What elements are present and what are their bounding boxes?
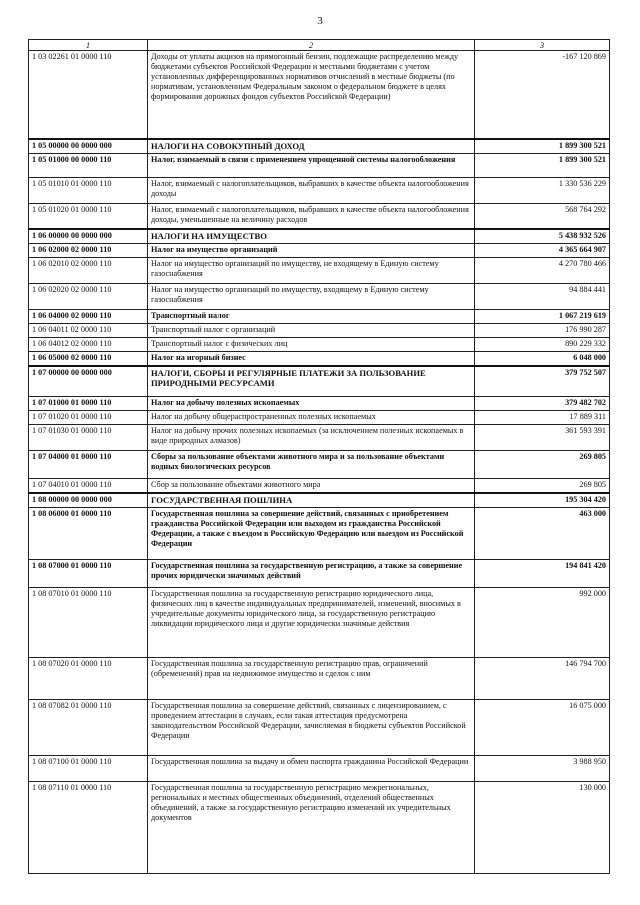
row-amount: 176 990 287 [475, 324, 610, 338]
table-row [29, 755, 610, 781]
row-name: Государственная пошлина за государственную регистрацию межрегиональных, региональных и местных общественных объединений, отделений общественных объединений, а также за государственную регистрацию изменений их учредительных документов [148, 781, 475, 873]
row-amount: 1 899 300 521 [475, 139, 610, 154]
row-code: 1 07 01000 01 0000 110 [29, 396, 148, 410]
row-name: Налог на имущество организаций по имуществу, входящему в Единую систему газоснабжения [148, 284, 475, 310]
table-row [29, 324, 610, 338]
table-row [29, 203, 610, 229]
row-name: Транспортный налог [148, 310, 475, 324]
row-code: 1 07 04000 01 0000 110 [29, 450, 148, 478]
row-code: 1 07 01020 01 0000 110 [29, 410, 148, 424]
table-row [29, 424, 610, 450]
table-row [29, 284, 610, 310]
table-row [29, 410, 610, 424]
row-amount: 16 075 000 [475, 699, 610, 755]
row-amount: 463 000 [475, 507, 610, 559]
row-name: Государственная пошлина за государственную регистрацию прав, ограничений (обременений) прав на недвижимое имущество и сделок с ним [148, 657, 475, 699]
row-code: 1 05 01010 01 0000 110 [29, 177, 148, 203]
table-row [29, 258, 610, 284]
row-amount: 3 988 950 [475, 755, 610, 781]
row-code: 1 07 04010 01 0000 110 [29, 478, 148, 493]
row-name: Налог, взимаемый с налогоплательщиков, выбравших в качестве объекта налогообложения доходы, уменьшенные на величину расходов [148, 203, 475, 229]
row-code: 1 08 07110 01 0000 110 [29, 781, 148, 873]
table-row [29, 699, 610, 755]
row-name: НАЛОГИ НА ИМУЩЕСТВО [148, 229, 475, 244]
row-amount: 195 304 420 [475, 493, 610, 508]
row-name: Налог на имущество организаций [148, 244, 475, 258]
row-name: ГОСУДАРСТВЕННАЯ ПОШЛИНА [148, 493, 475, 508]
table-row [29, 310, 610, 324]
row-amount: 1 067 219 619 [475, 310, 610, 324]
row-name: Транспортный налог с организаций [148, 324, 475, 338]
table-row [29, 493, 610, 508]
row-code: 1 06 05000 02 0000 110 [29, 352, 148, 367]
row-name: Государственная пошлина за государственную регистрацию юридического лица, физических лиц в качестве индивидуальных предпринимателей, изменений, вносимых в учредительные документы юридического лица, за государственную регистрацию ликвидации юридического лица и другие юридически значимые действия [148, 587, 475, 657]
row-name: Государственная пошлина за совершение действий, связанных с лицензированием, с проведением аттестации в случаях, если такая аттестация предусмотрена законодательством Российской Федерации, зачисляемая в бюджеты субъектов Российской Федерации [148, 699, 475, 755]
table-row [29, 507, 610, 559]
row-amount: 1 330 536 229 [475, 177, 610, 203]
row-name: Налог на добычу полезных ископаемых [148, 396, 475, 410]
row-code: 1 06 02010 02 0000 110 [29, 258, 148, 284]
row-amount: 379 482 702 [475, 396, 610, 410]
table-row [29, 559, 610, 587]
page-number: 3 [317, 15, 323, 27]
table-row [29, 244, 610, 258]
table-row [29, 450, 610, 478]
row-amount: 5 438 932 526 [475, 229, 610, 244]
table-row [29, 352, 610, 367]
row-code: 1 08 07020 01 0000 110 [29, 657, 148, 699]
row-name: Налог на игорный бизнес [148, 352, 475, 367]
row-amount: 194 841 420 [475, 559, 610, 587]
column-header-code: 1 [29, 40, 148, 51]
row-code: 1 08 00000 00 0000 000 [29, 493, 148, 508]
row-amount: 269 805 [475, 478, 610, 493]
column-header-amount: 3 [475, 40, 610, 51]
row-amount: 361 593 391 [475, 424, 610, 450]
row-amount: -167 120 869 [475, 51, 610, 139]
row-amount: 379 752 507 [475, 366, 610, 396]
table-row [29, 338, 610, 352]
row-name: Государственная пошлина за государственную регистрацию, а также за совершение прочих юридически значимых действий [148, 559, 475, 587]
table-row [29, 478, 610, 493]
table-row [29, 396, 610, 410]
revenue-table [28, 39, 610, 874]
row-name: НАЛОГИ НА СОВОКУПНЫЙ ДОХОД [148, 139, 475, 154]
row-code: 1 08 07000 01 0000 110 [29, 559, 148, 587]
row-amount: 146 794 700 [475, 657, 610, 699]
row-code: 1 06 02000 02 0000 110 [29, 244, 148, 258]
row-name: Налог на имущество организаций по имуществу, не входящему в Единую систему газоснабжения [148, 258, 475, 284]
row-amount: 6 048 000 [475, 352, 610, 367]
row-name: НАЛОГИ, СБОРЫ И РЕГУЛЯРНЫЕ ПЛАТЕЖИ ЗА ПОЛЬЗОВАНИЕ ПРИРОДНЫМИ РЕСУРСАМИ [148, 366, 475, 396]
row-amount: 130 000 [475, 781, 610, 873]
row-name: Транспортный налог с физических лиц [148, 338, 475, 352]
column-header-name: 2 [148, 40, 475, 51]
row-name: Налог, взимаемый в связи с применением упрощенной системы налогообложения [148, 153, 475, 177]
row-name: Государственная пошлина за совершение действий, связанных с приобретением гражданства Российской Федерации или выходом из гражданства Российской Федерации, а также с въездом в Российскую Федерацию или выездом из Российской Федерации [148, 507, 475, 559]
row-code: 1 05 01000 00 0000 110 [29, 153, 148, 177]
row-amount: 4 270 780 466 [475, 258, 610, 284]
row-code: 1 08 07082 01 0000 110 [29, 699, 148, 755]
row-amount: 568 764 292 [475, 203, 610, 229]
row-code: 1 06 04011 02 0000 110 [29, 324, 148, 338]
table-row [29, 153, 610, 177]
row-code: 1 06 02020 02 0000 110 [29, 284, 148, 310]
row-code: 1 07 01030 01 0000 110 [29, 424, 148, 450]
row-amount: 890 229 332 [475, 338, 610, 352]
table-row [29, 366, 610, 396]
table-row [29, 139, 610, 154]
row-code: 1 08 07010 01 0000 110 [29, 587, 148, 657]
row-amount: 94 884 441 [475, 284, 610, 310]
row-name: Сбор за пользование объектами животного мира [148, 478, 475, 493]
row-name: Налог, взимаемый с налогоплательщиков, выбравших в качестве объекта налогообложения доходы [148, 177, 475, 203]
row-code: 1 08 06000 01 0000 110 [29, 507, 148, 559]
row-code: 1 06 04000 02 0000 110 [29, 310, 148, 324]
row-code: 1 05 01020 01 0000 110 [29, 203, 148, 229]
table-row [29, 177, 610, 203]
row-code: 1 08 07100 01 0000 110 [29, 755, 148, 781]
table-row [29, 229, 610, 244]
row-name: Доходы от уплаты акцизов на прямогонный бензин, подлежащие распределению между бюджетами субъектов Российской Федерации и местными бюджетами с учетом установленных дифференцированных нормативов отчислений в местные бюджеты (по нормативам, установленным Федеральным законом о федеральном бюджете в целях формирования дорожных фондов субъектов Российской Федерации) [148, 51, 475, 139]
row-code: 1 03 02261 01 0000 110 [29, 51, 148, 139]
table-row [29, 781, 610, 873]
table-row [29, 51, 610, 139]
row-amount: 1 899 300 521 [475, 153, 610, 177]
row-code: 1 05 00000 00 0000 000 [29, 139, 148, 154]
column-header-row [29, 40, 610, 51]
row-code: 1 07 00000 00 0000 000 [29, 366, 148, 396]
row-code: 1 06 04012 02 0000 110 [29, 338, 148, 352]
row-amount: 269 805 [475, 450, 610, 478]
row-name: Государственная пошлина за выдачу и обмен паспорта гражданина Российской Федерации [148, 755, 475, 781]
row-amount: 4 365 664 907 [475, 244, 610, 258]
row-amount: 992 000 [475, 587, 610, 657]
row-code: 1 06 00000 00 0000 000 [29, 229, 148, 244]
row-name: Сборы за пользование объектами животного мира и за пользование объектами водных биологических ресурсов [148, 450, 475, 478]
row-name: Налог на добычу прочих полезных ископаемых (за исключением полезных ископаемых в виде природных алмазов) [148, 424, 475, 450]
row-name: Налог на добычу общераспространенных полезных ископаемых [148, 410, 475, 424]
table-row [29, 587, 610, 657]
table-row [29, 657, 610, 699]
row-amount: 17 889 311 [475, 410, 610, 424]
